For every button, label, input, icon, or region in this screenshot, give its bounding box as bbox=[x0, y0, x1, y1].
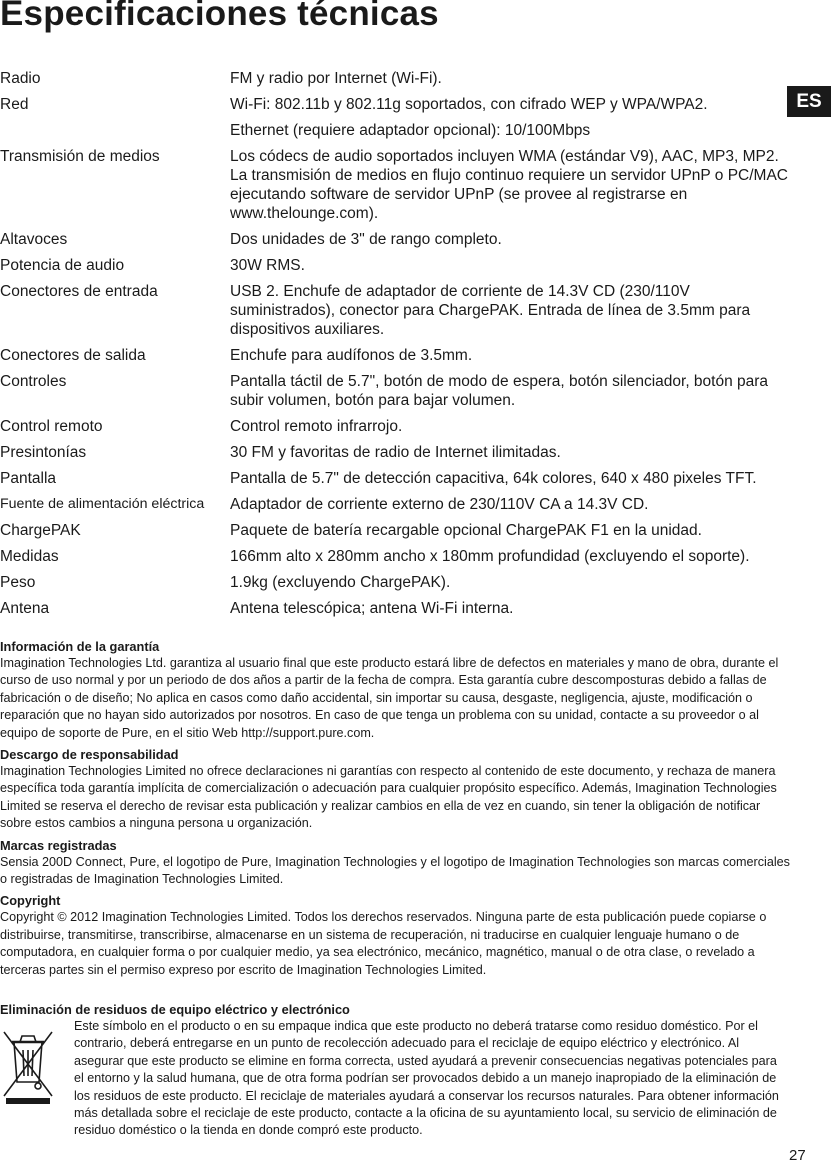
spec-label: Presintonías bbox=[0, 444, 87, 461]
spec-row-potencia bbox=[0, 256, 790, 275]
spec-value bbox=[230, 282, 790, 339]
spec-row-control-remoto bbox=[0, 417, 790, 436]
spec-value-text: Wi-Fi: 802.11b y 802.11g soportados, con cifrado WEP y WPA/WPA2. bbox=[230, 96, 708, 113]
spec-value-text: Ethernet (requiere adaptador opcional): 10/100Mbps bbox=[230, 122, 591, 139]
spec-row-medidas bbox=[0, 547, 790, 566]
spec-value bbox=[230, 95, 790, 140]
spec-row-antena bbox=[0, 599, 790, 618]
spec-row-fuente bbox=[0, 495, 790, 514]
spec-table bbox=[0, 69, 790, 625]
spec-row-pantalla bbox=[0, 469, 790, 488]
spec-value-text: Dos unidades de 3" de rango completo. bbox=[230, 231, 502, 248]
spec-value bbox=[230, 599, 790, 618]
spec-value-text: 1.9kg (excluyendo ChargePAK). bbox=[230, 574, 451, 591]
spec-value bbox=[230, 469, 790, 488]
spec-label: Medidas bbox=[0, 548, 59, 565]
spec-label: Radio bbox=[0, 70, 41, 87]
spec-value-text: Enchufe para audífonos de 3.5mm. bbox=[230, 347, 473, 364]
spec-value bbox=[230, 372, 790, 410]
spec-row-chargepak bbox=[0, 521, 790, 540]
spec-value-text: Paquete de batería recargable opcional ChargePAK F1 en la unidad. bbox=[230, 522, 702, 539]
spec-value bbox=[230, 547, 790, 566]
spec-value-text: USB 2. Enchufe de adaptador de corriente de 14.3V CD (230/110V suministrados), conector para ChargePAK. Entrada de línea de 3.5mm para dispositivos auxiliares. bbox=[230, 283, 751, 338]
page-title: Especificaciones técnicas bbox=[0, 0, 439, 33]
spec-label: Conectores de entrada bbox=[0, 283, 158, 300]
spec-value-text: FM y radio por Internet (Wi-Fi). bbox=[230, 70, 442, 87]
weee-row bbox=[0, 1018, 790, 1140]
spec-label: Control remoto bbox=[0, 418, 103, 435]
spec-value bbox=[230, 256, 790, 275]
spec-row-transmision bbox=[0, 147, 790, 223]
spec-value bbox=[230, 69, 790, 88]
spec-label: Potencia de audio bbox=[0, 257, 125, 274]
legal-sections bbox=[0, 638, 790, 983]
spec-value bbox=[230, 147, 790, 223]
spec-value-text: Pantalla táctil de 5.7", botón de modo de espera, botón silenciador, botón para subir volumen, botón para bajar volumen. bbox=[230, 373, 769, 409]
spec-value-text: Antena telescópica; antena Wi-Fi interna. bbox=[230, 600, 514, 617]
section-body-garantia: Imagination Technologies Ltd. garantiza al usuario final que este producto estará libre de defectos en materiales y mano de obra, durante el curso de uso normal y por un periodo de dos años a partir de la fecha de compra. Esta garantía cubre descomposturas debido a fallas de fabricación o de diseño; No aplica en casos como daño accidental, sin importar su causa, desgaste, negligencia, ajuste, modificación o reparación que no hayan sido autorizados por nosotros. En caso de que tenga un problema con su unidad, contacte a su proveedor o al equipo de soporte de Pure, en el sitio Web http://support.pure.com. bbox=[0, 656, 779, 740]
spec-label: Conectores de salida bbox=[0, 347, 146, 364]
spec-value bbox=[230, 521, 790, 540]
spec-value-text: Pantalla de 5.7" de detección capacitiva, 64k colores, 640 x 480 pixeles TFT. bbox=[230, 470, 757, 487]
spec-label: Peso bbox=[0, 574, 36, 591]
spec-row-conectores-entrada bbox=[0, 282, 790, 339]
section-title-weee: Eliminación de residuos de equipo eléctrico y electrónico bbox=[0, 1002, 350, 1017]
section-title-marcas: Marcas registradas bbox=[0, 837, 117, 853]
crossed-out-wheelie-bin-icon bbox=[0, 1018, 74, 1140]
spec-row-peso bbox=[0, 573, 790, 592]
spec-label: Antena bbox=[0, 600, 50, 617]
spec-value bbox=[230, 230, 790, 249]
spec-value-text: 30 FM y favoritas de radio de Internet ilimitadas. bbox=[230, 444, 561, 461]
spec-label: ChargePAK bbox=[0, 522, 81, 539]
spec-row-red bbox=[0, 95, 790, 140]
spec-value-text: 166mm alto x 280mm ancho x 180mm profundidad (excluyendo el soporte). bbox=[230, 548, 750, 565]
spec-row-conectores-salida bbox=[0, 346, 790, 365]
weee-section bbox=[0, 1001, 790, 1140]
section-body-marcas: Sensia 200D Connect, Pure, el logotipo de Pure, Imagination Technologies y el logotipo de Imagination Technologies son marcas comerciales o registradas de Imagination Technologies Limited. bbox=[0, 854, 790, 887]
language-badge: ES bbox=[787, 86, 831, 117]
section-body-weee: Este símbolo en el producto o en su empaque indica que este producto no deberá tratarse como residuo doméstico. Por el contrario, deberá entregarse en un punto de recolección adecuado para el reciclaje de equipo eléctrico y electrónico. Al asegurar que este producto se elimine en forma correcta, usted ayudará a prevenir consecuencias negativas potenciales para el entorno y la salud humana, que de otra forma podrían ser provocados debido a un manejo inapropiado de la eliminación de los residuos de este producto. El reciclaje de materiales ayudará a conservar los recursos naturales. Para obtener información más detallada sobre el reciclaje de este producto, contacte a la oficina de su ayuntamiento local, su servicio de eliminación de residuo doméstico o la tienda en donde compró este producto. bbox=[74, 1019, 779, 1138]
spec-label: Transmisión de medios bbox=[0, 148, 160, 165]
spec-value-text: Los códecs de audio soportados incluyen WMA (estándar V9), AAC, MP3, MP2. La transmisión de medios en flujo continuo requiere un servidor UPnP o PC/MAC ejecutando software de servidor UPnP (se provee al registrarse en www.thelounge.com). bbox=[230, 148, 788, 222]
spec-value bbox=[230, 495, 790, 514]
section-body-descargo: Imagination Technologies Limited no ofrece declaraciones ni garantías con respecto al contenido de este documento, y rechaza de manera específica toda garantía implícita de comercialización o adecuación para cualquier propósito específico. Además, Imagination Technologies Limited se reserva el derecho de revisar esta publicación y realizar cambios en ella de vez en cuando, sin tener la obligación de notificar sobre estos cambios a ninguna persona u organización. bbox=[0, 764, 777, 831]
spec-label: Controles bbox=[0, 373, 67, 390]
section-title-copyright: Copyright bbox=[0, 893, 61, 909]
spec-value-text: 30W RMS. bbox=[230, 257, 305, 274]
spec-value bbox=[230, 346, 790, 365]
spec-label: Fuente de alimentación eléctrica bbox=[0, 496, 205, 512]
spec-value-text: Control remoto infrarrojo. bbox=[230, 418, 403, 435]
section-title-descargo: Descargo de responsabilidad bbox=[0, 747, 179, 763]
spec-row-radio bbox=[0, 69, 790, 88]
spec-value-text: Adaptador de corriente externo de 230/110V CA a 14.3V CD. bbox=[230, 496, 649, 513]
page-number: 27 bbox=[789, 1147, 806, 1164]
section-title-garantia: Información de la garantía bbox=[0, 639, 160, 654]
spec-row-controles bbox=[0, 372, 790, 410]
section-body-copyright: Copyright © 2012 Imagination Technologies Limited. Todos los derechos reservados. Ninguna parte de esta publicación puede copiarse o distribuirse, transmitirse, transcribirse, almacenarse en un sistema de recuperación, ni traducirse en cualquier lenguaje humano o de computadora, en cualquier forma o por cualquier medio, ya sea electrónico, mecánico, magnético, manual o de otra clase, o revelado a terceras partes sin el permiso expreso por escrito de Imagination Technologies Limited. bbox=[0, 910, 767, 977]
spec-value bbox=[230, 573, 790, 592]
spec-row-altavoces bbox=[0, 230, 790, 249]
spec-value bbox=[230, 443, 790, 462]
spec-row-presintonias bbox=[0, 443, 790, 462]
spec-value bbox=[230, 417, 790, 436]
spec-label: Altavoces bbox=[0, 231, 68, 248]
spec-label: Red bbox=[0, 96, 29, 113]
spec-label: Pantalla bbox=[0, 470, 57, 487]
